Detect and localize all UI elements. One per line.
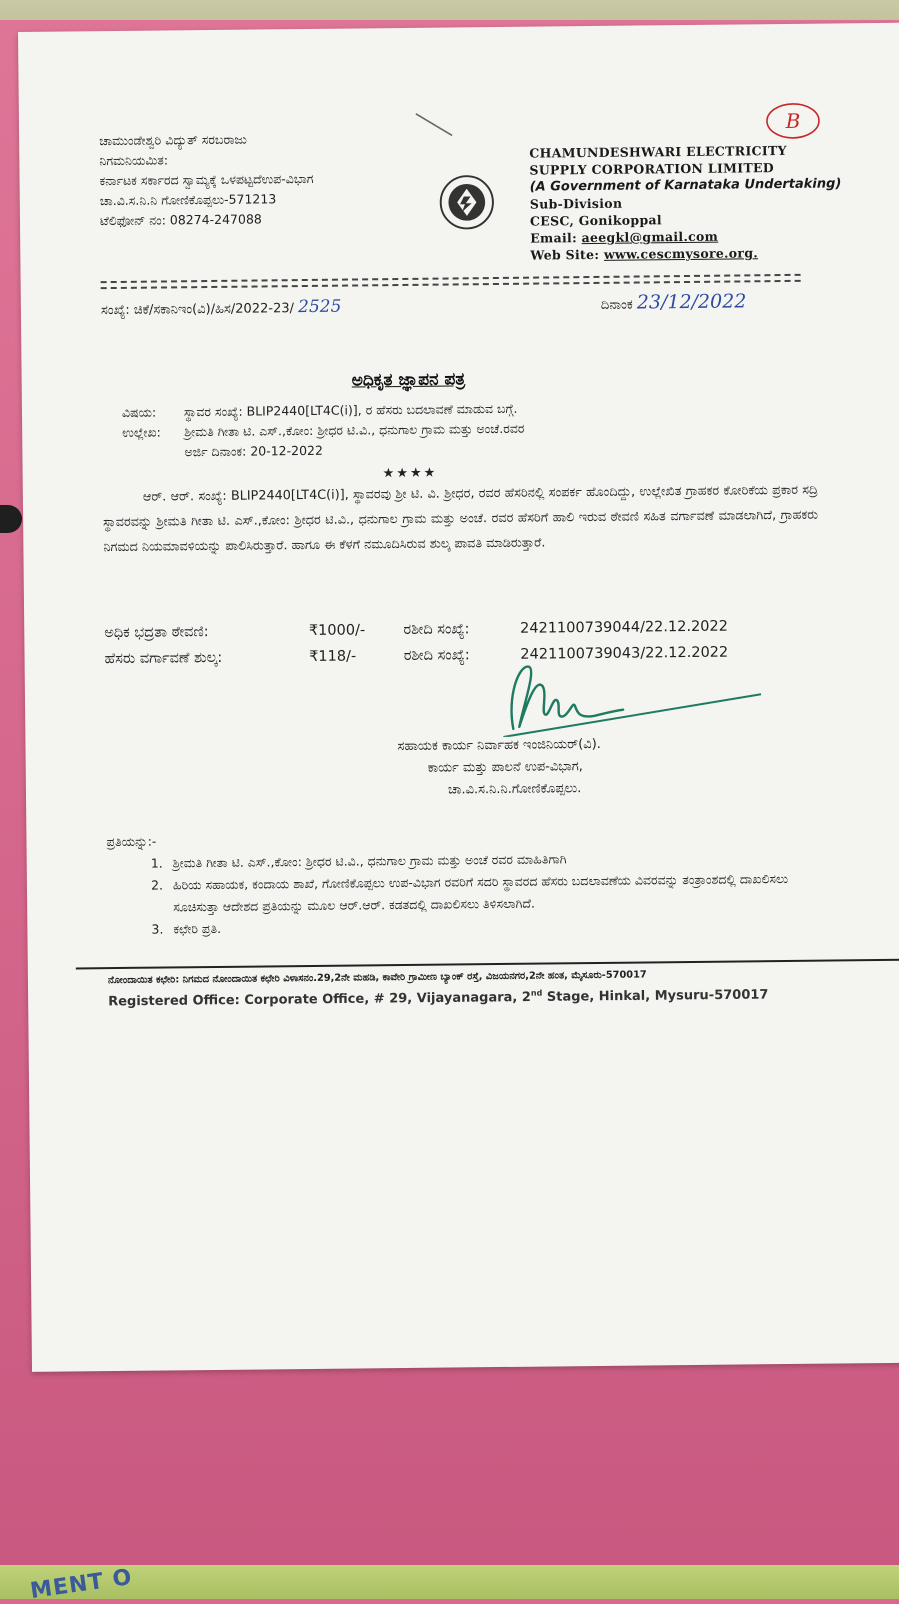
signature-scribble xyxy=(483,654,764,737)
signatory-designation xyxy=(397,734,601,802)
footer-en-text-2: Stage, Hinkal, Mysuru-570017 xyxy=(542,987,769,1005)
signatory-line-1: ಸಹಾಯಕ ಕಾರ್ಯ ನಿರ್ವಾಹಕ ಇಂಜಿನಿಯರ್(ವಿ). xyxy=(397,736,601,755)
footer-english-address xyxy=(108,986,768,1009)
reference-mention-text: ಶ್ರೀಮತಿ ಗೀತಾ ಟಿ. ಎಸ್.,ಕೋಂ: ಶ್ರೀಧರ ಟಿ.ವಿ., ಧನುಗಾಲ ಗ್ರಾಮ ಮತ್ತು ಅಂಚೆ.ರವರ xyxy=(184,420,525,440)
footer-en-text-1: Registered Office: Corporate Office, # 29, Vijayanagara, 2 xyxy=(108,990,531,1010)
en-head-line-4: Sub-Division xyxy=(529,195,623,212)
en-head-line-1: CHAMUNDESHWARI ELECTRICITY xyxy=(529,142,787,161)
subject-label: ವಿಷಯ: xyxy=(121,404,157,420)
reference-mention-label: ಉಲ್ಲೇಖ: xyxy=(122,424,161,440)
page-mark-text: B xyxy=(785,108,801,133)
copy-item: 1. ಶ್ರೀಮತಿ ಗೀತಾ ಟಿ. ಎಸ್.,ಕೋಂ: ಶ್ರೀಧರ ಟಿ.ವಿ., ಧನುಗಾಲ ಗ್ರಾಮ ಮತ್ತು ಅಂಚೆ ರವರ ಮಾಹಿತಿಗಾಗಿ xyxy=(167,846,813,875)
pen-scribble-mark xyxy=(414,109,454,139)
bottom-stamp-text: MENT O xyxy=(28,1564,134,1604)
subject-block xyxy=(122,399,525,463)
fee-amount: ₹1000/- xyxy=(308,622,366,639)
receipt-number: 2421100739044/22.12.2022 xyxy=(520,618,729,637)
footer-divider xyxy=(76,959,899,970)
email-link[interactable]: aeegkl@gmail.com xyxy=(581,228,719,246)
kn-head-line-5: ಟೆಲಿಫೋನ್ ನಂ: 08274-247088 xyxy=(99,211,262,229)
en-head-line-5: CESC, Gonikoppal xyxy=(529,212,663,229)
date-handwritten-value: 23/12/2022 xyxy=(636,290,747,314)
fee-row-deposit xyxy=(104,619,728,642)
copies-block xyxy=(106,824,813,941)
signatory-line-2: ಕಾರ್ಯ ಮತ್ತು ಪಾಲನೆ ಉಪ-ವಿಭಾಗ, xyxy=(427,759,583,776)
website-label: Web Site: xyxy=(530,246,604,263)
section-stars: ★★★★ xyxy=(382,465,438,482)
receipt-label: ರಶೀದಿ ಸಂಖ್ಯೆ: xyxy=(403,621,470,638)
date-label: ದಿನಾಂಕ xyxy=(600,297,633,313)
document-date xyxy=(601,290,747,314)
handwritten-page-mark-icon xyxy=(761,100,821,143)
reference-number xyxy=(101,297,342,320)
body-paragraph: ಆರ್. ಆರ್. ಸಂಖ್ಯೆ: BLIP2440[LT4C(i)], ಸ್ಥಾವರವು ಶ್ರೀ ಟಿ. ವಿ. ಶ್ರೀಧರ, ರವರ ಹೆಸರಿನಲ್ಲಿ ಸಂಪರ್ಕ ಹೊಂದಿದ್ದು, ಉಲ್ಲೇಖಿತ ಗ್ರಾಹಕರ ಕೋರಿಕೆಯ ಪ್ರಕಾರ ಸದ್ರಿ ಸ್ಥಾವರವನ್ನು ಶ್ರೀಮತಿ ಗೀತಾ ಟಿ. ಎಸ್.,ಕೋಂ: ಶ್ರೀಧರ ಟಿ.ವಿ., ಧನುಗಾಲ ಗ್ರಾಮ ಮತ್ತು ಅಂಚೆ. ರವರ ಹೆಸರಿಗೆ ಹಾಲಿ ಇರುವ ಠೇವಣಿ ಸಹಿತ ವರ್ಗಾವಣೆ ಮಾಡಲಾಗಿದೆ, ಗ್ರಾಹಕರು ನಿಗಮದ ನಿಯಮಾವಳಿಯನ್ನು ಪಾಲಿಸಿರುತ್ತಾರೆ. ಹಾಗೂ ಈ ಕೆಳಗೆ ನಮೂದಿಸಿರುವ ಶುಲ್ಕ ಪಾವತಿ ಮಾಡಿರುತ್ತಾರೆ. xyxy=(103,482,819,556)
website-line xyxy=(530,243,842,263)
reference-handwritten-number: 2525 xyxy=(297,296,342,318)
footer-kannada-address: ನೋಂದಾಯಿತ ಕಛೇರಿ: ನಿಗಮದ ನೋಂದಾಯಿತ ಕಛೇರಿ ವಿಳಾಸನಂ.29,2ನೇ ಮಹಡಿ, ಕಾವೇರಿ ಗ್ರಾಮೀಣ ಬ್ಯಾಂಕ್ ರಸ್ತೆ, ವಿಜಯನಗರ,2ನೇ ಹಂತ, ಮೈಸೂರು-570017 xyxy=(107,969,647,987)
receipt-number: 2421100739043/22.12.2022 xyxy=(520,644,729,663)
cesc-logo-icon xyxy=(438,173,497,232)
copies-heading: ಪ್ರತಿಯನ್ನು:- xyxy=(106,833,157,850)
email-label: Email: xyxy=(530,230,582,246)
copy-item: 3. ಕಛೇರಿ ಪ್ರತಿ. xyxy=(167,912,813,941)
signatory-line-3: ಚಾ.ವಿ.ಸ.ನಿ.ನಿ.ಗೋಣಿಕೊಪ್ಪಲು. xyxy=(447,781,582,798)
fee-label: ಅಧಿಕ ಭದ್ರತಾ ಠೇವಣಿ: xyxy=(104,624,209,642)
reference-label: ಸಂಖ್ಯೆ: ಚಿಕೆ/ಸಕಾನಿಇಂ(ವಿ)/ಹಿಸ/2022-23/ xyxy=(100,301,295,319)
en-head-line-2: SUPPLY CORPORATION LIMITED xyxy=(529,160,775,178)
fee-label: ಹೆಸರು ವರ್ಗಾವಣೆ ಶುಲ್ಕ: xyxy=(104,649,223,668)
en-head-line-3: (A Government of Karnataka Undertaking) xyxy=(529,176,842,195)
fee-amount: ₹118/- xyxy=(309,648,357,665)
kannada-letterhead xyxy=(99,129,314,231)
footer-en-sup: nd xyxy=(530,988,543,998)
kn-head-line-4: ಚಾ.ವಿ.ಸ.ನಿ.ನಿ ಗೋಣಿಕೊಪ್ಪಲು-571213 xyxy=(99,191,277,209)
document-paper xyxy=(18,23,899,1372)
subject-text: ಸ್ಥಾವರ ಸಂಖ್ಯೆ: BLIP2440[LT4C(i)], ರ ಹೆಸರು ಬದಲಾವಣೆ ಮಾಡುವ ಬಗ್ಗೆ. xyxy=(183,400,518,420)
website-link[interactable]: www.cescmysore.org. xyxy=(603,245,759,262)
copy-item: 2. ಹಿರಿಯ ಸಹಾಯಕ, ಕಂದಾಯ ಶಾಖೆ, ಗೋಣಿಕೊಪ್ಪಲು ಉಪ-ವಿಭಾಗ ರವರಿಗೆ ಸದರಿ ಸ್ಥಾವರದ ಹೆಸರು ಬದಲಾವಣೆಯ ವಿವರವನ್ನು ತಂತ್ರಾಂಶದಲ್ಲಿ ದಾಖಲಿಸಲು ಸೂಚಿಸುತ್ತಾ ಆದೇಶದ ಪ್ರತಿಯನ್ನು ಮೂಲ ಆರ್.ಆರ್. ಕಡತದಲ್ಲಿ ದಾಖಲಿಸಲು ತಿಳಿಸಲಾಗಿದೆ. xyxy=(167,868,813,919)
kn-head-line-3: ಕರ್ನಾಟಕ ಸರ್ಕಾರದ ಸ್ವಾಮ್ಯಕ್ಕೆ ಒಳಪಟ್ಟದೆಉಪ-ವಿಭಾಗ xyxy=(99,170,314,189)
background-bottom-surface xyxy=(0,1565,899,1599)
english-letterhead xyxy=(529,141,842,263)
receipt-label: ರಶೀದಿ ಸಂಖ್ಯೆ: xyxy=(403,647,470,664)
application-date: ಅರ್ಜಿ ದಿನಾಂಕ: 20-12-2022 xyxy=(184,442,323,460)
document-title: ಅಧಿಕೃತ ಜ್ಞಾಪನ ಪತ್ರ xyxy=(351,369,466,391)
kn-head-line-2: ನಿಗಮನಿಯಮಿತ: xyxy=(99,152,169,169)
kn-head-line-1: ಚಾಮುಂಡೇಶ್ವರಿ ವಿದ್ಯುತ್ ಸರಬರಾಜು xyxy=(99,131,247,149)
